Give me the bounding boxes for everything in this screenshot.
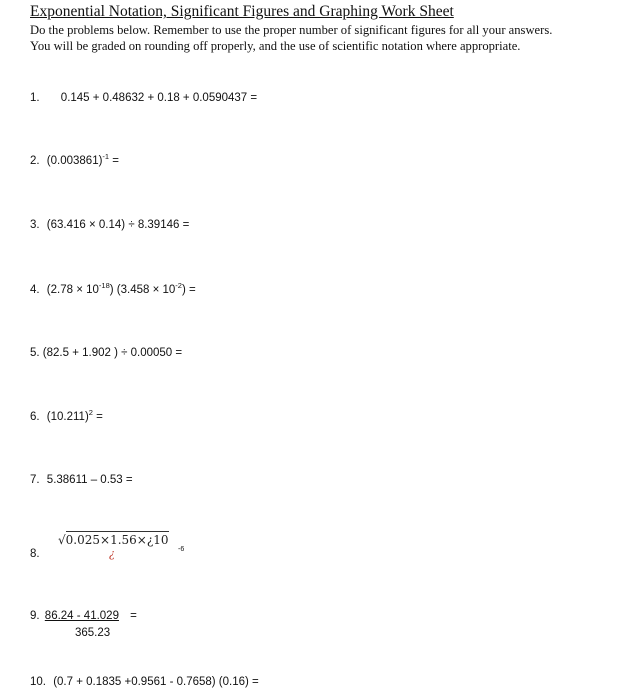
- problem-number: 8.: [30, 548, 40, 560]
- instruction-line-1: Do the problems below. Remember to use the proper number of significant figures for all your answers.: [30, 23, 553, 37]
- problem-expression: [46, 408, 103, 423]
- problem-1: [30, 92, 257, 104]
- factor-b: ) (3.458 × 10: [109, 284, 176, 296]
- problem-number: 4.: [30, 284, 40, 296]
- problem-7: [30, 474, 133, 486]
- problem-2: [30, 152, 120, 167]
- problem-5: [30, 347, 182, 359]
- instruction-line-2: You will be graded on rounding off properly, and the use of scientific notation where appropriate.: [30, 39, 521, 53]
- problem-expression: (63.416 × 0.14) ÷ 8.39146 =: [46, 219, 190, 231]
- problem-number: 2.: [30, 155, 40, 167]
- numerator: 86.24 - 41.029: [44, 610, 119, 622]
- expression-tail: =: [92, 411, 103, 423]
- problem-number: 6.: [30, 411, 40, 423]
- problem-number: 1.: [30, 92, 40, 104]
- problem-expression: (82.5 + 1.902 ) ÷ 0.00050 =: [42, 347, 183, 359]
- problem-expression: [46, 281, 196, 296]
- expression-exponent: -1: [102, 152, 110, 161]
- problem-expression: [46, 152, 120, 167]
- factor-a-exponent: -18: [98, 281, 110, 290]
- factor-b-exponent: -2: [175, 281, 182, 290]
- problem-expression: (0.7 + 0.1835 +0.9561 - 0.7658) (0.16) =: [53, 676, 259, 688]
- problem-number: 5.: [30, 347, 40, 359]
- expression-exponent: 2: [88, 408, 93, 417]
- expression-tail: =: [109, 155, 120, 167]
- expression-base: (0.003861): [46, 155, 103, 167]
- radical-sign-icon: √: [58, 533, 66, 547]
- problem-6: [30, 408, 103, 423]
- worksheet-title: Exponential Notation, Significant Figures and Graphing Work Sheet: [30, 3, 454, 20]
- expression-base: (10.211): [46, 411, 89, 423]
- equals-sign: =: [130, 610, 137, 622]
- denominator: 365.23: [75, 627, 111, 639]
- fraction-top: [30, 610, 137, 622]
- problem-3: [30, 219, 189, 231]
- problem-expression: 5.38611 – 0.53 =: [46, 474, 133, 486]
- problem-number: 3.: [30, 219, 40, 231]
- problem-number: 9.: [30, 610, 40, 622]
- problem-10: [30, 676, 259, 688]
- radicand: 0.025×1.56×¿10: [65, 533, 169, 547]
- radical-expression: [58, 533, 169, 547]
- problem-expression: 0.145 + 0.48632 + 0.18 + 0.0590437 =: [60, 92, 258, 104]
- problem-number: 7.: [30, 474, 40, 486]
- factor-a: (2.78 × 10: [46, 284, 99, 296]
- expression-tail: ) =: [181, 284, 196, 296]
- red-marker: ¿: [109, 547, 115, 560]
- problem-4: [30, 281, 196, 296]
- problem-number: 10.: [30, 676, 46, 688]
- exponent-note: -6: [178, 546, 185, 553]
